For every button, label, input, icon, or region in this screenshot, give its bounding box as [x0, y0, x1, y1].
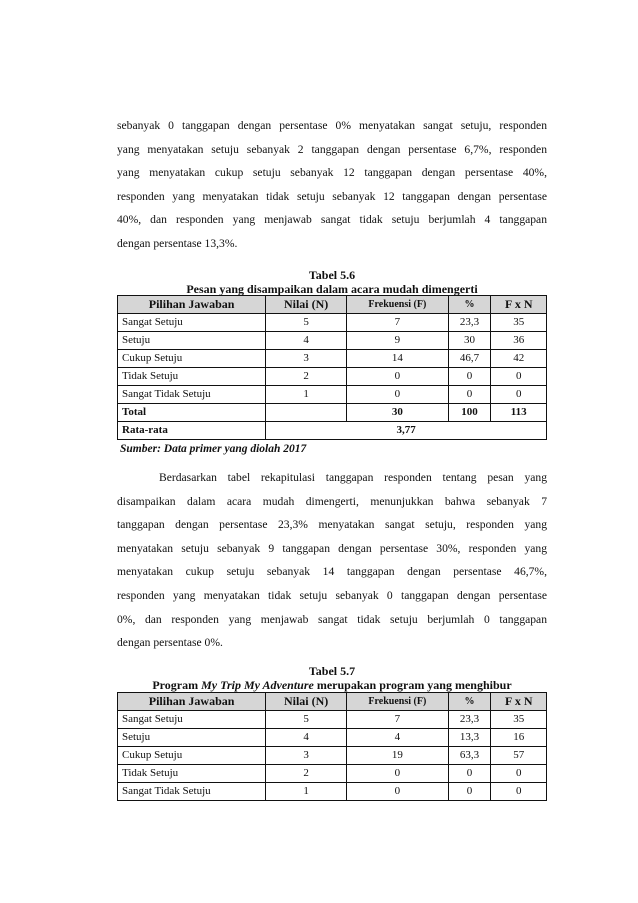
table-row: [118, 747, 547, 765]
table-cell: [266, 404, 347, 422]
table-cell: 100: [448, 404, 491, 422]
table-row: [118, 314, 547, 332]
table-cell: 0: [347, 765, 449, 783]
paragraph-line: dengan persentase 13,3%.: [117, 236, 238, 250]
paragraph-line: yang menyatakan setuju sebanyak 2 tanggapan dengan persentase 6,7%, responden: [117, 142, 547, 156]
table-cell: 35: [491, 711, 547, 729]
table-row: [118, 765, 547, 783]
table-cell: 46,7: [448, 350, 491, 368]
paragraph-line: disampaikan dalam acara mudah dimengerti, menunjukkan bahwa sebanyak 7: [117, 494, 547, 508]
table-cell: 4: [347, 729, 449, 747]
table-cell: 0: [491, 368, 547, 386]
table-cell: Sangat Setuju: [118, 711, 266, 729]
table-cell: 0: [491, 386, 547, 404]
table-cell: 5: [266, 314, 347, 332]
table-2-title: [117, 678, 547, 692]
table-cell: 0: [448, 783, 491, 801]
column-header: Nilai (N): [266, 693, 347, 711]
table-cell: 0: [347, 386, 449, 404]
column-header: Frekuensi (F): [347, 693, 449, 711]
paragraph-line: yang menyatakan cukup setuju sebanyak 12 tanggapan dengan persentase 40%,: [117, 166, 547, 180]
paragraph-line: menyatakan cukup setuju sebanyak 14 tanggapan dengan persentase 46,7%,: [117, 565, 547, 579]
column-header: Frekuensi (F): [347, 296, 449, 314]
table-cell: 0: [347, 783, 449, 801]
table-cell: 13,3: [448, 729, 491, 747]
table-1-label: Tabel 5.6: [308, 268, 356, 282]
table-source: Sumber: Data primer yang diolah 2017: [120, 443, 307, 455]
table-cell: 5: [266, 711, 347, 729]
table-cell: 4: [266, 332, 347, 350]
table-row: [118, 332, 547, 350]
table-1: [117, 295, 547, 440]
table-cell: 2: [266, 765, 347, 783]
table-cell: 16: [491, 729, 547, 747]
table-cell: 14: [347, 350, 449, 368]
table-cell: 0: [448, 368, 491, 386]
table-cell: 3: [266, 747, 347, 765]
table-cell: 7: [347, 711, 449, 729]
table-cell: 1: [266, 783, 347, 801]
column-header: Pilihan Jawaban: [118, 296, 266, 314]
paragraph-line: menyatakan setuju sebanyak 9 tanggapan dengan persentase 30%, responden yang: [117, 541, 547, 555]
column-header: %: [448, 296, 491, 314]
column-header: %: [448, 693, 491, 711]
average-value: 3,77: [266, 422, 547, 440]
table-cell: 30: [448, 332, 491, 350]
table-cell: Total: [118, 404, 266, 422]
table-2: [117, 692, 547, 801]
table-cell: 19: [347, 747, 449, 765]
paragraph-line: responden yang menyatakan tidak setuju sebanyak 12 tanggapan dengan persentase: [117, 189, 547, 203]
table-cell: 30: [347, 404, 449, 422]
table-2-title-pre: Program: [152, 678, 202, 692]
table-cell: Rata-rata: [118, 422, 266, 440]
table-cell: 35: [491, 314, 547, 332]
table-header-row: [118, 296, 547, 314]
table-cell: Setuju: [118, 729, 266, 747]
table-cell: 113: [491, 404, 547, 422]
paragraph-line: Berdasarkan tabel rekapitulasi tanggapan responden tentang pesan yang: [159, 471, 547, 484]
table-cell: 0: [448, 386, 491, 404]
table-cell: Cukup Setuju: [118, 350, 266, 368]
table-cell: Tidak Setuju: [118, 368, 266, 386]
table-cell: 0: [491, 765, 547, 783]
table-cell: 42: [491, 350, 547, 368]
average-row: [118, 422, 547, 440]
table-cell: 23,3: [448, 711, 491, 729]
paragraph-line: sebanyak 0 tanggapan dengan persentase 0% menyatakan sangat setuju, responden: [117, 119, 547, 132]
table-cell: 4: [266, 729, 347, 747]
paragraph-line: tanggapan dengan persentase 23,3% menyatakan sangat setuju, responden yang: [117, 518, 547, 532]
column-header: F x N: [491, 693, 547, 711]
total-row: [118, 404, 547, 422]
table-1-title: Pesan yang disampaikan dalam acara mudah dimengerti: [186, 282, 478, 296]
table-row: [118, 783, 547, 801]
table-cell: 0: [491, 783, 547, 801]
table-cell: 23,3: [448, 314, 491, 332]
table-cell: Setuju: [118, 332, 266, 350]
table-header-row: [118, 693, 547, 711]
paragraph-line: responden yang menyatakan tidak setuju sebanyak 0 tanggapan dengan persentase: [117, 588, 547, 602]
paragraph-1: [117, 114, 547, 256]
paragraph-2: [117, 466, 547, 655]
column-header: F x N: [491, 296, 547, 314]
table-cell: 36: [491, 332, 547, 350]
paragraph-line: 0%, dan responden yang menjawab sangat tidak setuju berjumlah 0 tanggapan: [117, 612, 547, 626]
table-cell: Sangat Tidak Setuju: [118, 783, 266, 801]
table-row: [118, 729, 547, 747]
table-cell: 63,3: [448, 747, 491, 765]
table-row: [118, 386, 547, 404]
table-row: [118, 711, 547, 729]
paragraph-line: dengan persentase 0%.: [117, 636, 223, 650]
table-cell: 57: [491, 747, 547, 765]
table-cell: Sangat Setuju: [118, 314, 266, 332]
table-row: [118, 350, 547, 368]
table-cell: 0: [448, 765, 491, 783]
table-2-label: Tabel 5.7: [308, 664, 356, 678]
table-cell: Cukup Setuju: [118, 747, 266, 765]
column-header: Nilai (N): [266, 296, 347, 314]
table-cell: 7: [347, 314, 449, 332]
table-2-title-italic: My Trip My Adventure: [201, 678, 314, 692]
table-row: [118, 368, 547, 386]
table-cell: 1: [266, 386, 347, 404]
column-header: Pilihan Jawaban: [118, 693, 266, 711]
table-2-title-post: merupakan program yang menghibur: [313, 678, 512, 692]
table-cell: 3: [266, 350, 347, 368]
table-cell: 2: [266, 368, 347, 386]
table-cell: 9: [347, 332, 449, 350]
table-cell: Tidak Setuju: [118, 765, 266, 783]
paragraph-line: 40%, dan responden yang menjawab sangat tidak setuju berjumlah 4 tanggapan: [117, 213, 547, 227]
table-cell: 0: [347, 368, 449, 386]
table-cell: Sangat Tidak Setuju: [118, 386, 266, 404]
